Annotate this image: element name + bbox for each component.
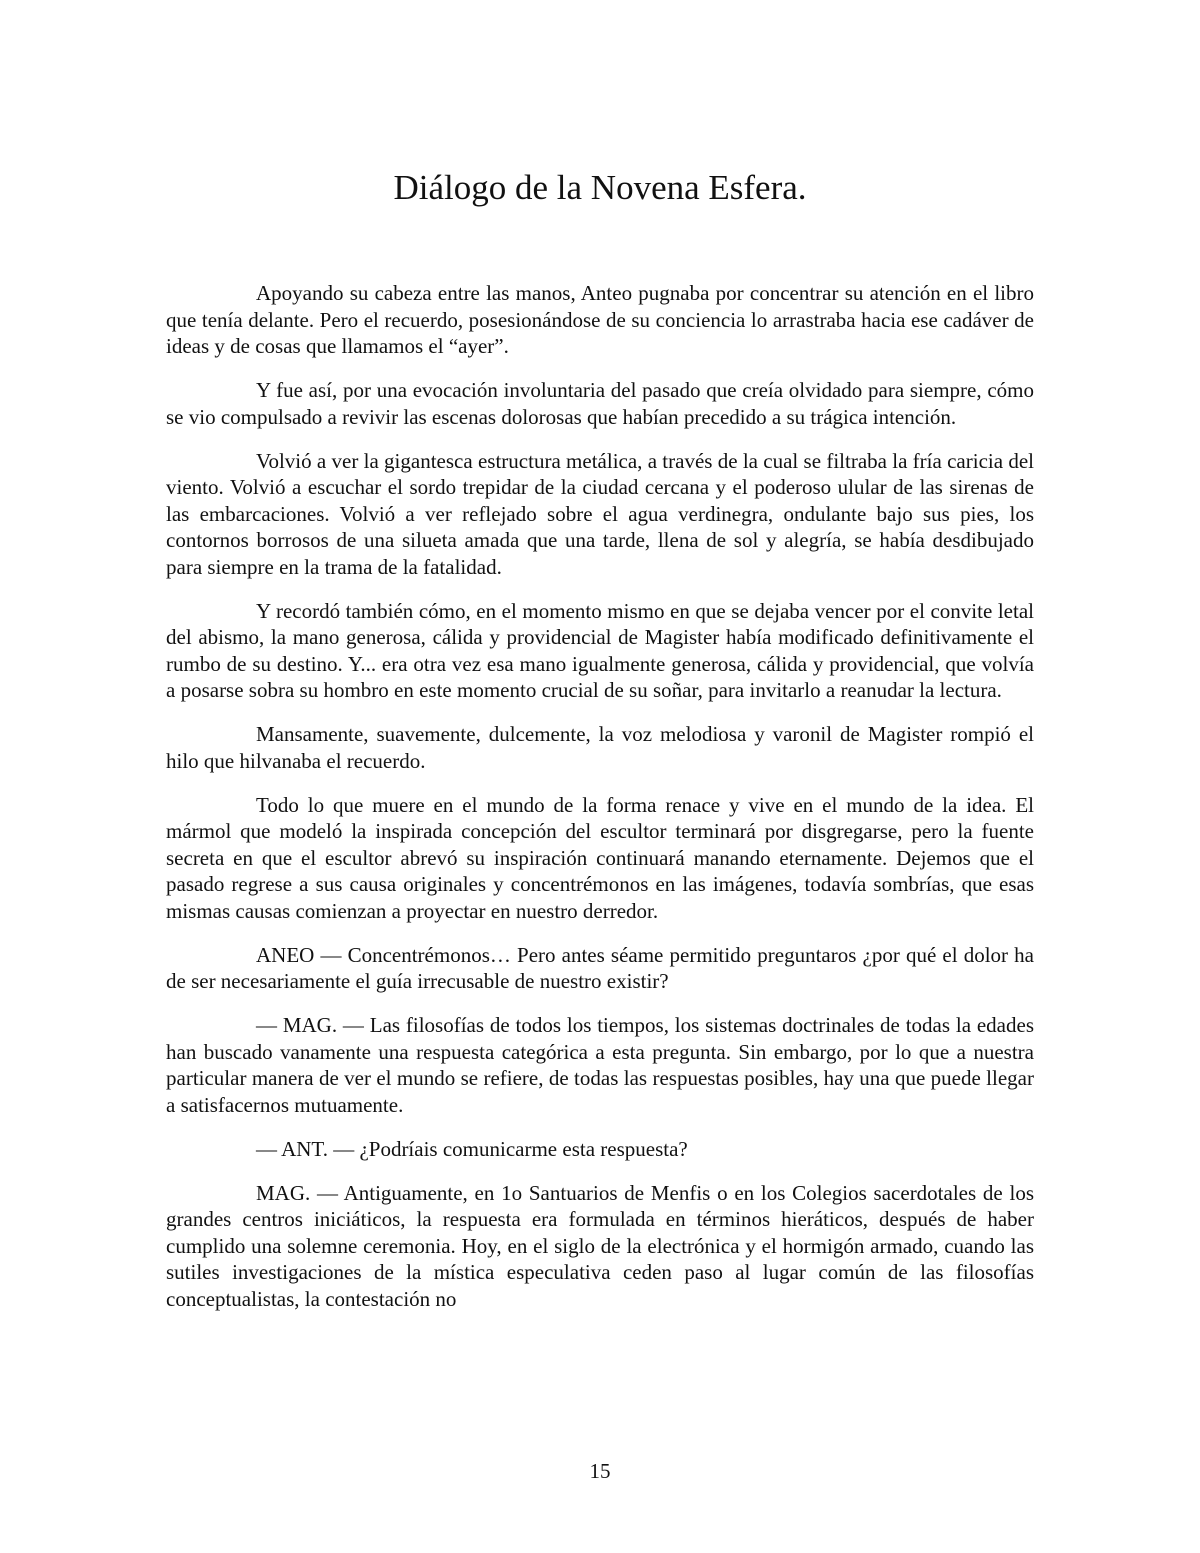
body-text (166, 280, 1034, 1330)
paragraph-2: Y fue así, por una evocación involuntaria del pasado que creía olvidado para siempre, cómo se vio compulsado a revivir las escenas dolorosas que habían precedido a su trágica intención. (166, 378, 1034, 429)
paragraph-3: Volvió a ver la gigantesca estructura metálica, a través de la cual se filtraba la fría caricia del viento. Volvió a escuchar el sordo trepidar de la ciudad cercana y el poderoso ulular de las sirenas de las embarcaciones. Volvió a ver reflejado sobre el agua verdinegra, ondulante bajo sus pies, los contornos borrosos de una silueta amada que una tarde, llena de sol y alegría, se había desdibujado para siempre en la trama de la fatalidad. (166, 448, 1034, 579)
paragraph-4: Y recordó también cómo, en el momento mismo en que se dejaba vencer por el convite letal del abismo, la mano generosa, cálida y providencial de Magister había modificado definitivamente el rumbo de su destino. Y... era otra vez esa mano igualmente generosa, cálida y providencial, que volvía a posarse sobra su hombro en este momento crucial de su soñar, para invitarlo a reanudar la lectura. (166, 598, 1034, 702)
page-number: 15 (589, 1459, 611, 1483)
paragraph-7: ANEO — Concentrémonos… Pero antes séame permitido preguntaros ¿por qué el dolor ha de ser necesariamente el guía irrecusable de nuestro existir? (166, 942, 1034, 993)
paragraph-1: Apoyando su cabeza entre las manos, Anteo pugnaba por concentrar su atención en el libro que tenía delante. Pero el recuerdo, posesionándose de su conciencia lo arrastraba hacia ese cadáver de ideas y de cosas que llamamos el “ayer”. (166, 281, 1034, 358)
paragraph-5: Mansamente, suavemente, dulcemente, la voz melodiosa y varonil de Magister rompió el hilo que hilvanaba el recuerdo. (166, 722, 1034, 773)
page-title: Diálogo de la Novena Esfera. (393, 168, 807, 207)
paragraph-8: — MAG. — Las filosofías de todos los tiempos, los sistemas doctrinales de todas la edades han buscado vanamente una respuesta categórica a esta pregunta. Sin embargo, por lo que a nuestra particular manera de ver el mundo se refiere, de todas las respuestas posibles, hay una que puede llegar a satisfacernos mutuamente. (166, 1013, 1034, 1117)
paragraph-10: MAG. — Antiguamente, en 1o Santuarios de Menfis o en los Colegios sacerdotales de los grandes centros iniciáticos, la respuesta era formulada en términos hieráticos, después de haber cumplido una solemne ceremonia. Hoy, en el siglo de la electrónica y el hormigón armado, cuando las sutiles investigaciones de la mística especulativa ceden paso al lugar común de las filosofías conceptualistas, la contestación no (166, 1180, 1034, 1311)
paragraph-9: — ANT. — ¿Podríais comunicarme esta respuesta? (256, 1136, 688, 1161)
paragraph-6: Todo lo que muere en el mundo de la forma renace y vive en el mundo de la idea. El mármol que modeló la inspirada concepción del escultor terminará por disgregarse, pero la fuente secreta en que el escultor abrevó su inspiración continuará manando eternamente. Dejemos que el pasado regrese a sus causa originales y concentrémonos en las imágenes, todavía sombrías, que esas mismas causas comienzan a proyectar en nuestro derredor. (166, 792, 1034, 923)
